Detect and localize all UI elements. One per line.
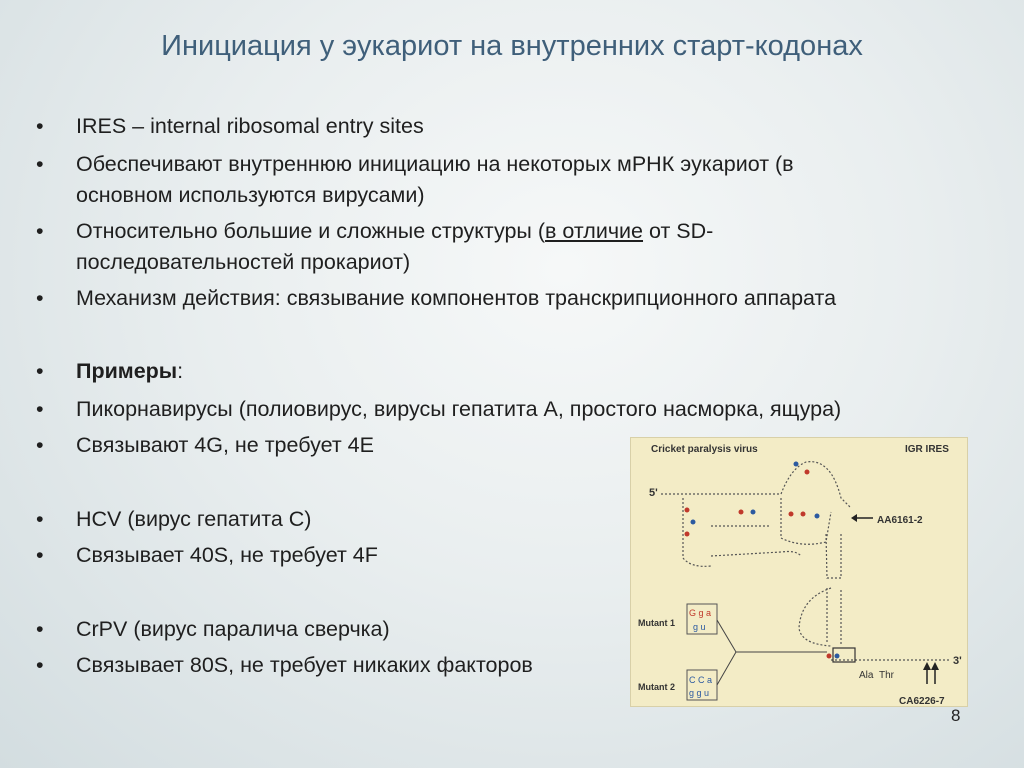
mutant2-label: Mutant 2 (638, 682, 675, 692)
bullet-dot: • (36, 286, 44, 310)
bullet-text: Связывает 80S, не требует никаких факторов (76, 653, 533, 677)
bullet-text: Связывают 4G, не требует 4E (76, 433, 374, 457)
bullet-dot: • (36, 359, 44, 383)
underlined-text: в отличие (545, 219, 644, 243)
mutant-connector (717, 620, 827, 685)
ala-label: Ala (859, 670, 874, 681)
bullet-text-part: Относительно большие и сложные структуры ( (76, 219, 546, 243)
bullet-dot: • (36, 114, 44, 138)
bullet-text: Обеспечивают внутреннюю инициацию на некоторых мРНК эукариот (в (76, 152, 794, 176)
mutant1-seq-bot: g u (693, 622, 706, 632)
thr-label: Thr (879, 670, 894, 681)
examples-heading: Примеры (76, 359, 178, 383)
bullet-dot: • (36, 152, 44, 176)
bullet-dot: • (36, 653, 44, 677)
mutant2-seq-top: C C a (689, 675, 713, 685)
aa-arrowhead-icon (851, 514, 857, 522)
three-prime-label: 3' (953, 655, 962, 667)
mutant2-seq-bot: g g u (689, 688, 710, 698)
bullet-text-part: от SD- (643, 219, 714, 243)
bullet-dot: • (36, 433, 44, 457)
bullet-dot: • (36, 543, 44, 567)
page-number: 8 (951, 706, 961, 725)
bullet-text: CrPV (вирус паралича сверчка) (76, 617, 390, 641)
nucleotide-marks (685, 462, 840, 659)
ires-structure-figure (630, 437, 968, 707)
five-prime-label: 5' (649, 487, 658, 499)
colon: : (177, 359, 184, 383)
bullet-text-cont: основном используются вирусами) (76, 183, 425, 207)
bullet-text (76, 355, 183, 387)
bullet-text (76, 215, 713, 247)
bullet-dot: • (36, 219, 44, 243)
bullet-text: IRES – internal ribosomal entry sites (76, 114, 424, 138)
figure-title-left: Cricket paralysis virus (651, 444, 758, 455)
mutant1-seq-top: G g a (689, 608, 712, 618)
bullet-dot: • (36, 617, 44, 641)
bullet-text: Механизм действия: связывание компонентов транскрипционного аппарата (76, 286, 837, 310)
aa-label: AA6161-2 (877, 515, 923, 526)
slide-title: Инициация у эукариот на внутренних старт-кодонах (161, 30, 863, 62)
ires-diagram (631, 438, 967, 706)
ca-arrowheads-icon (923, 662, 939, 670)
bullet-dot: • (36, 507, 44, 531)
bullet-text: Пикорнавирусы (полиовирус, вирусы гепатита А, простого насморка, ящура) (76, 397, 842, 421)
figure-title-right: IGR IRES (905, 444, 949, 455)
mutant1-label: Mutant 1 (638, 618, 675, 628)
bullet-text: Связывает 40S, не требует 4F (76, 543, 378, 567)
bullet-dot: • (36, 397, 44, 421)
ca-label: CA6226-7 (899, 696, 945, 706)
bullet-text: HCV (вирус гепатита С) (76, 507, 312, 531)
bullet-text-cont: последовательностей прокариот) (76, 250, 411, 274)
